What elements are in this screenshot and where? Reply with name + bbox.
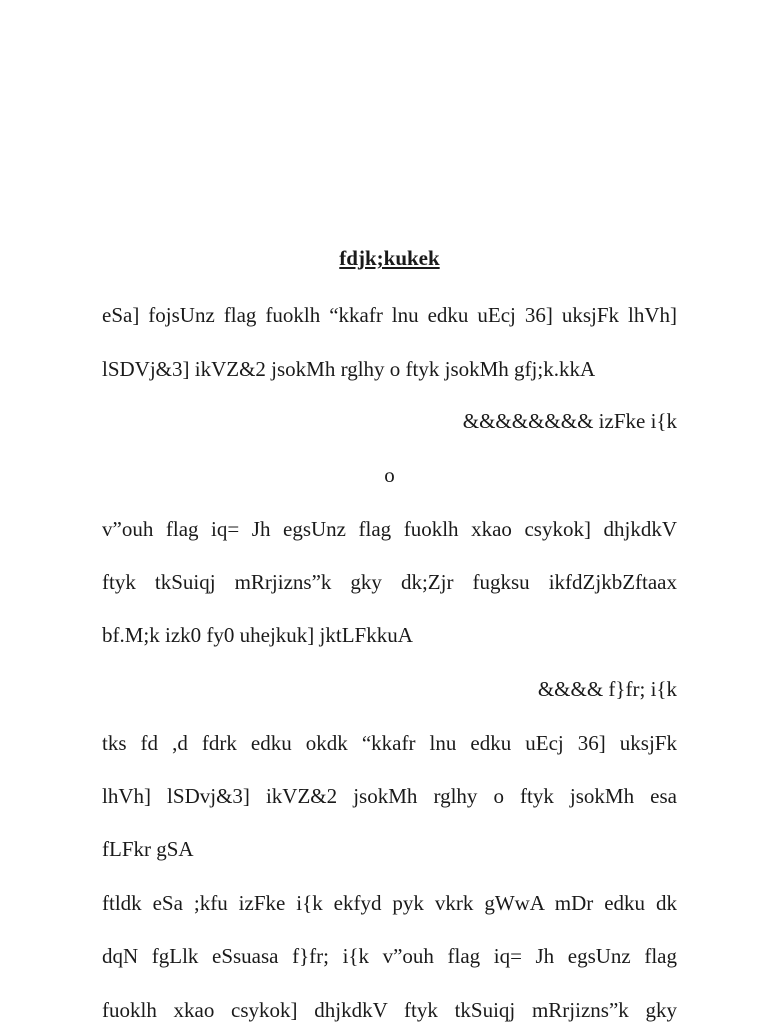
paragraph-line: fuoklh xkao csykok] dhjkdkV ftyk tkSuiqj mRrjizns”k gky bbox=[102, 998, 677, 1022]
paragraph-line: fLFkr gSA bbox=[102, 837, 194, 861]
paragraph-line: dqN fgLlk eSsuasa f}fr; i{k v”ouh flag iq= Jh egsUnz flag bbox=[102, 944, 677, 968]
paragraph-line: bf.M;k izk0 fy0 uhejkuk] jktLFkkuA bbox=[102, 623, 413, 647]
paragraph-line: v”ouh flag iq= Jh egsUnz flag fuoklh xkao csykok] dhjkdkV bbox=[102, 517, 677, 541]
conjunction-line: o bbox=[384, 463, 395, 487]
paragraph-line: ftyk tkSuiqj mRrjizns”k gky dk;Zjr fugksu ikfdZjkbZftaax bbox=[102, 570, 677, 594]
document-page bbox=[102, 0, 677, 1024]
paragraph-line: tks fd ,d fdrk edku okdk “kkafr lnu edku uEcj 36] uksjFk bbox=[102, 731, 677, 755]
document-title: fdjk;kukek bbox=[339, 246, 440, 270]
paragraph-line: lhVh] lSDvj&3] ikVZ&2 jsokMh rglhy o ftyk jsokMh esa bbox=[102, 784, 677, 808]
paragraph-line: lSDVj&3] ikVZ&2 jsokMh rglhy o ftyk jsokMh gfj;k.kkA bbox=[102, 357, 596, 381]
paragraph-line: ftldk eSa ;kfu izFke i{k ekfyd pyk vkrk gWwA mDr edku dk bbox=[102, 891, 677, 915]
paragraph-line: eSa] fojsUnz flag fuoklh “kkafr lnu edku uEcj 36] uksjFk lhVh] bbox=[102, 303, 677, 327]
party-label-first: &&&&&&&& izFke i{k bbox=[462, 409, 677, 433]
party-label-second: &&&& f}fr; i{k bbox=[537, 677, 677, 701]
